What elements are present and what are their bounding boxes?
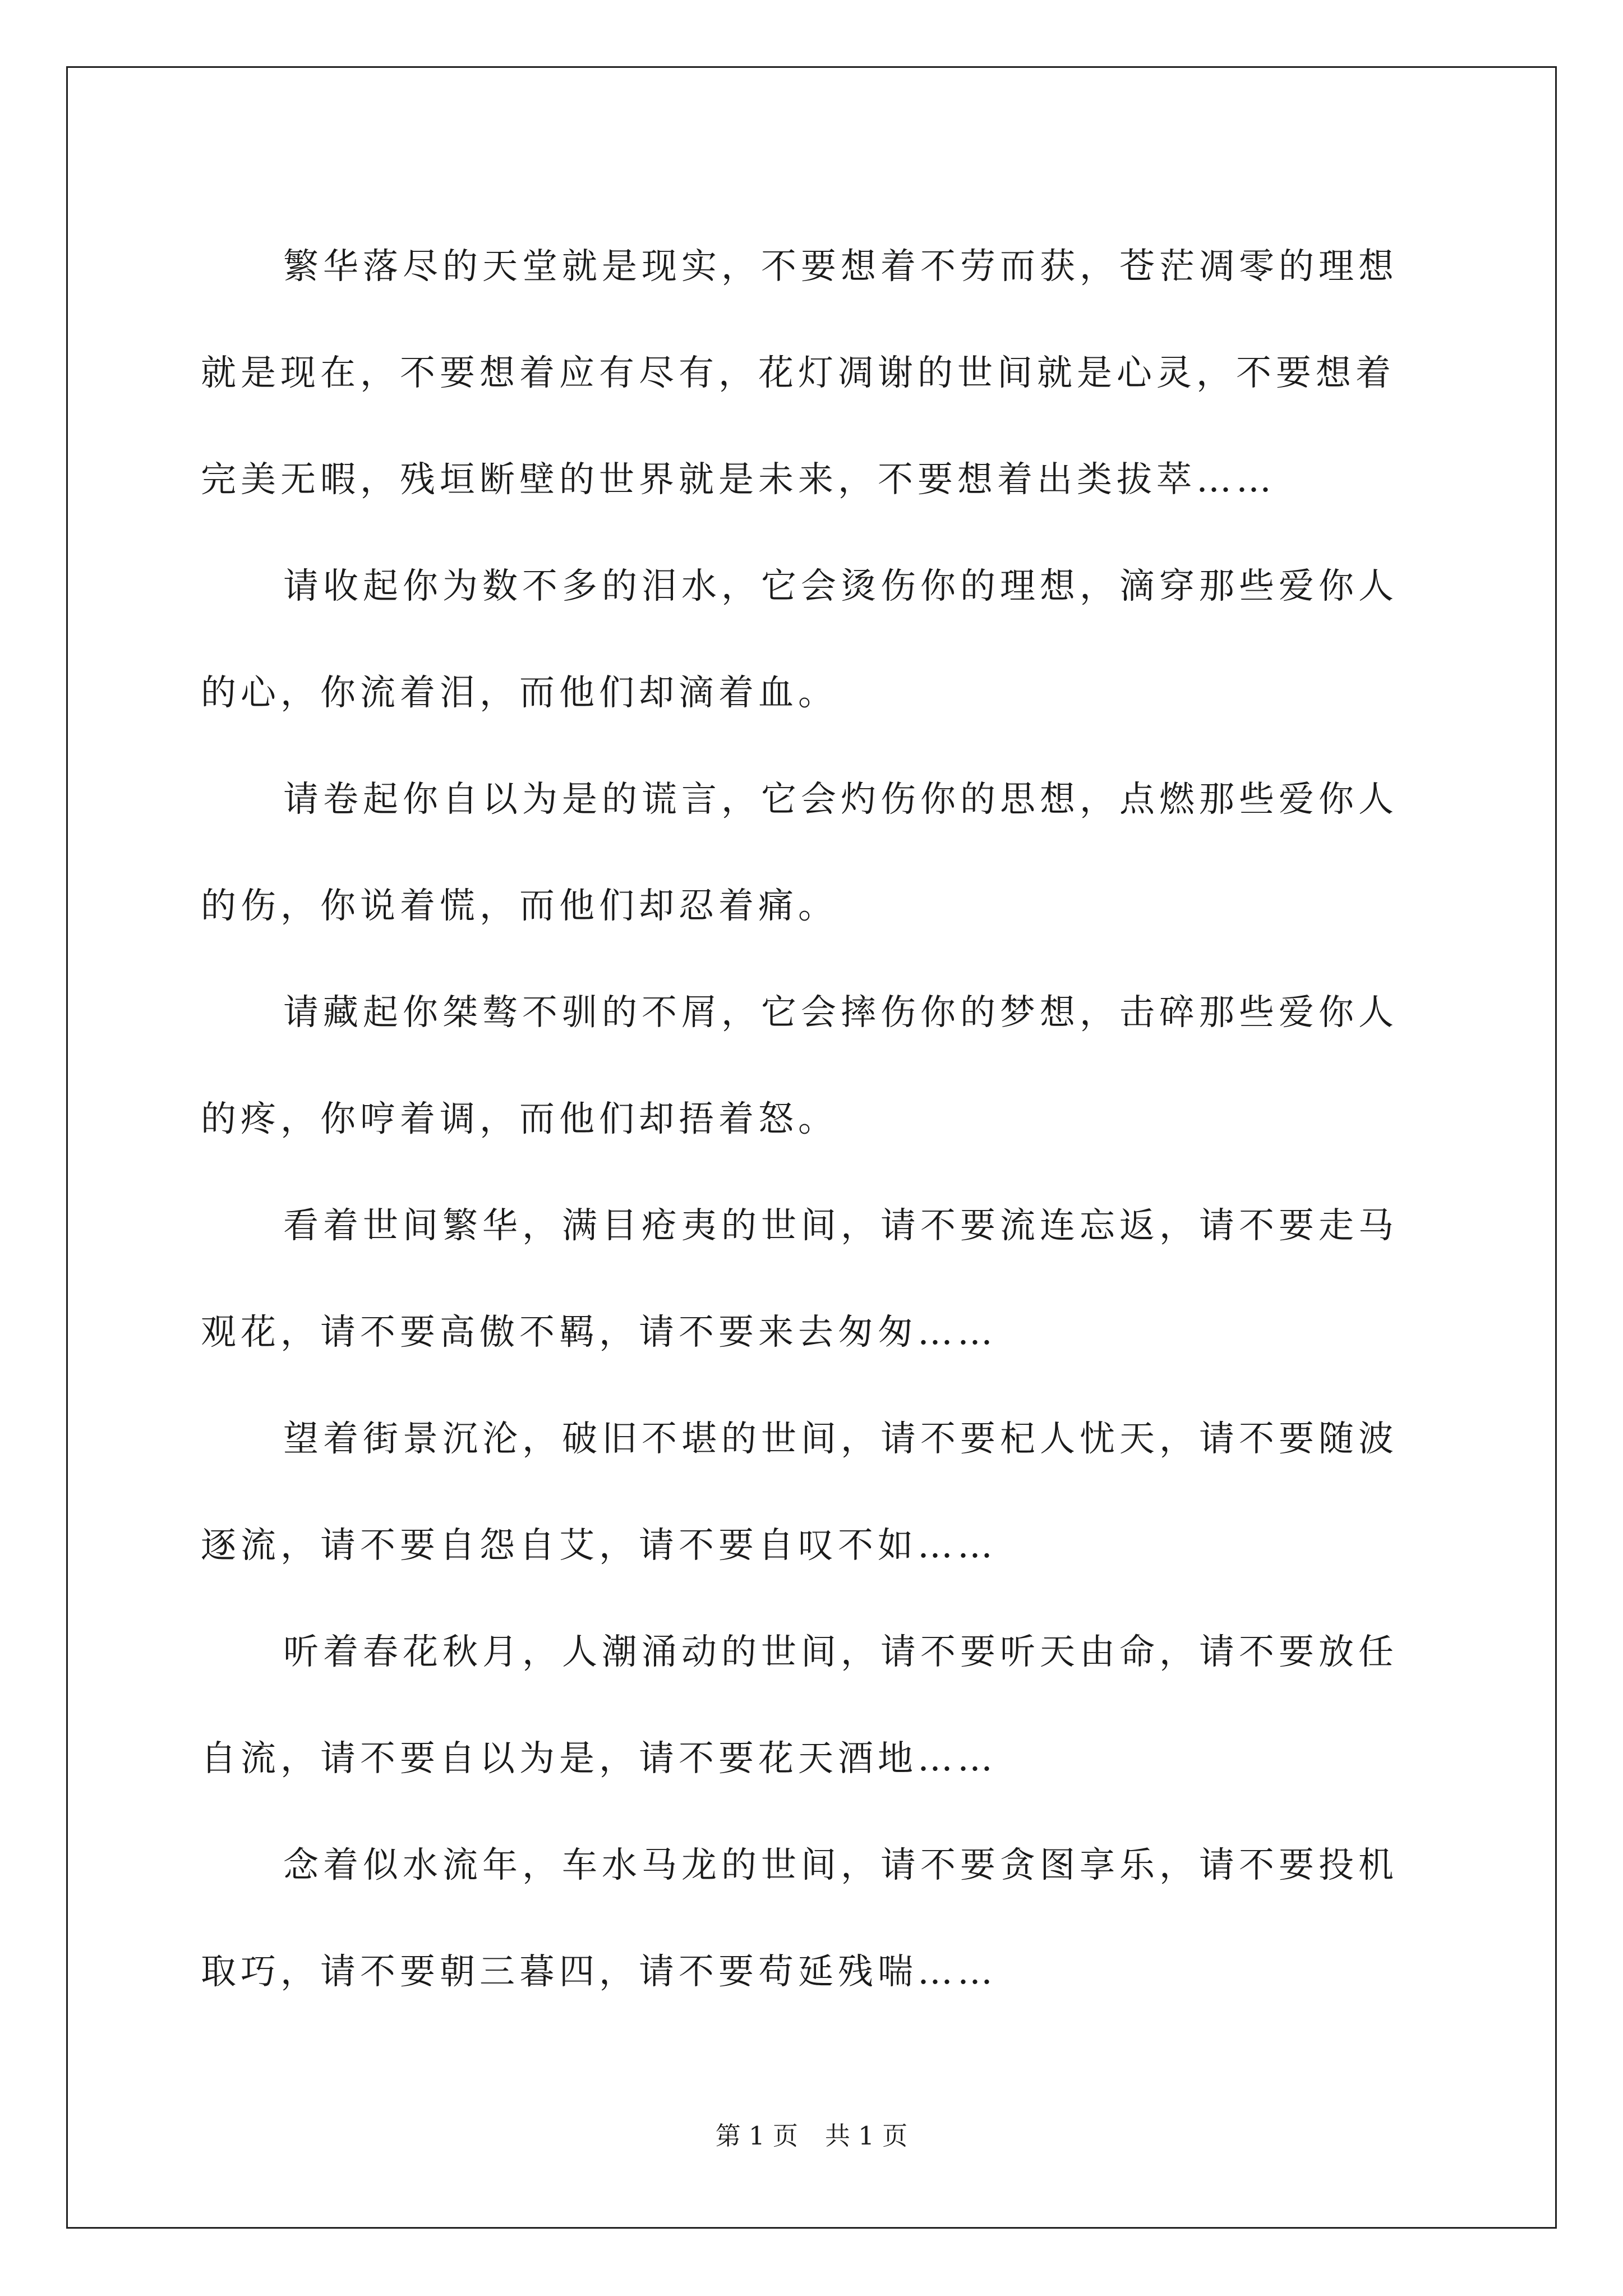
page-footer bbox=[0, 2119, 1623, 2153]
paragraph: 看着世间繁华，满目疮夷的世间，请不要流连忘返，请不要走马观花，请不要高傲不羁，请不要来去匆匆…… bbox=[201, 1205, 1398, 1352]
paragraph: 请收起你为数不多的泪水，它会烫伤你的理想，滴穿那些爱你人的心，你流着泪，而他们却滴着血。 bbox=[201, 565, 1398, 713]
paragraph: 繁华落尽的天堂就是现实，不要想着不劳而获，苍茫凋零的理想就是现在，不要想着应有尽有，花灯凋谢的世间就是心灵，不要想着完美无暇，残垣断壁的世界就是未来，不要想着出类拔萃…… bbox=[201, 246, 1398, 500]
document-body bbox=[201, 213, 1429, 2025]
paragraph: 请卷起你自以为是的谎言，它会灼伤你的思想，点燃那些爱你人的伤，你说着慌，而他们却忍着痛。 bbox=[201, 779, 1398, 926]
page-count: 共 1 页 bbox=[825, 2121, 908, 2151]
paragraph: 望着街景沉沦，破旧不堪的世间，请不要杞人忧天，请不要随波逐流，请不要自怨自艾，请不要自叹不如…… bbox=[201, 1418, 1398, 1566]
page-number: 第 1 页 bbox=[715, 2121, 798, 2151]
paragraph: 请藏起你桀骜不驯的不屑，它会摔伤你的梦想，击碎那些爱你人的疼，你哼着调，而他们却捂着怒。 bbox=[201, 992, 1398, 1139]
paragraph: 念着似水流年，车水马龙的世间，请不要贪图享乐，请不要投机取巧，请不要朝三暮四，请不要苟延残喘…… bbox=[201, 1844, 1398, 1992]
paragraph: 听着春花秋月，人潮涌动的世间，请不要听天由命，请不要放任自流，请不要自以为是，请不要花天酒地…… bbox=[201, 1631, 1398, 1779]
